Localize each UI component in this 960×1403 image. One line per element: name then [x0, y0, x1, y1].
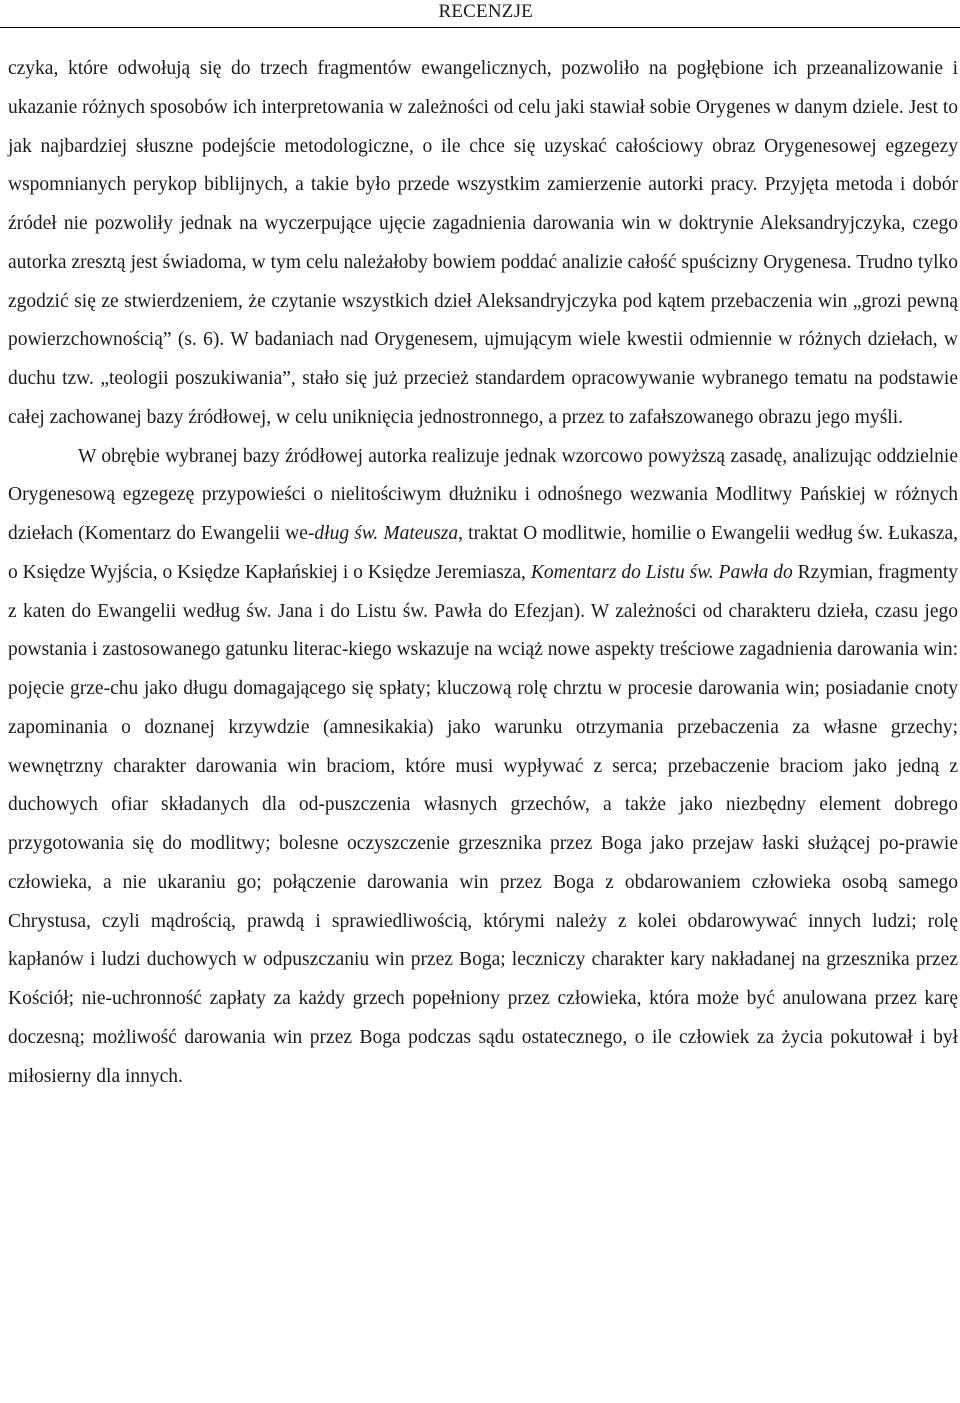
- paragraph-2-italic-title-1: dług św. Mateusza: [314, 523, 459, 544]
- paragraph-2-part-2: , traktat O modlitwie, homilie o Ewangelii według św. Łukasza, o Księdze Wyjścia, o Księdze Kapłańskiej i o Księdze Jeremiasza,: [8, 523, 959, 583]
- header-rule: [0, 27, 960, 28]
- section-header-label: RECENZJE: [438, 1, 533, 22]
- review-body-text: [8, 50, 958, 1096]
- paragraph-2-italic-title-2: Komentarz do Listu św. Pawła do: [530, 561, 793, 583]
- paragraph-1: czyka, które odwołują się do trzech fragmentów ewangelicznych, pozwoliło na pogłębione ich przeanalizowanie i ukazanie różnych sposobów ich interpretowania w zależności od celu jaki stawiał sobie Orygenes w danym dziele. Jest to jak najbardziej słuszne podejście metodologiczne, o ile chce się uzyskać całościowy obraz Orygenesowej egzegezy wspomnianych perykop biblijnych, a takie było przede wszystkim zamierzenie autorki pracy. Przyjęta metoda i dobór źródeł nie pozwoliły jednak na wyczerpujące ujęcie zagadnienia darowania win w doktrynie Aleksandryjczyka, czego autorka zresztą jest świadoma, w tym celu należałoby bowiem poddać analizie całość spuścizny Orygenesa. Trudno tylko zgodzić się ze stwierdzeniem, że czytanie wszystkich dzieł Aleksandryjczyka pod kątem przebaczenia win „grozi pewną powierzchownością” (s. 6). W badaniach nad Orygenesem, ujmującym wiele kwestii odmiennie w różnych dziełach, w duchu tzw. „teologii poszukiwania”, stało się już przecież standardem opracowywanie wybranego tematu na podstawie całej zachowanej bazy źródłowej, w celu uniknięcia jednostronnego, a przez to zafałszowanego obrazu jego myśli.: [8, 58, 958, 428]
- paragraph-2: [8, 438, 958, 1097]
- paragraph-2-part-1: W obrębie wybranej bazy źródłowej autorka realizuje jednak wzorcowo powyższą zasadę, analizując oddzielnie Orygenesową egzegezę przypowieści o nielitościwym dłużniku i odnośnego wezwania Modlitwy Pańskiej w różnych dziełach (Komentarz do Ewangelii we-: [8, 445, 958, 544]
- paragraph-2-part-3: Rzymian, fragmenty z katen do Ewangelii według św. Jana i do Listu św. Pawła do Efezjan). W zależności od charakteru dzieła, czasu jego powstania i zastosowanego gatunku literac-kiego wskazuje na wciąż nowe aspekty treściowe zagadnienia darowania win: pojęcie grze-chu jako długu domagającego się spłaty; kluczową rolę chrztu w procesie darowania win; posiadanie cnoty zapominania o doznanej krzywdzie (amnesikakia) jako warunku otrzymania przebaczenia za własne grzechy; wewnętrzny charakter darowania win braciom, które musi wypływać z serca; przebaczenie braciom jako jedną z duchowych ofiar składanych dla od-puszczenia własnych grzechów, a także jako niezbędny element dobrego przygotowania się do modlitwy; bolesne oczyszczenie grzesznika przez Boga jako przejaw łaski służącej po-prawie człowieka, a nie ukaraniu go; połączenie darowania win przez Boga z obdarowaniem człowieka osobą samego Chrystusa, czyli mądrością, prawdą i sprawiedliwością, którymi należy z kolei obdarowywać innych ludzi; rolę kapłanów i ludzi duchowych w odpuszczaniu win przez Boga; leczniczy charakter kary nakładanej na grzesznika przez Kościół; nie-uchronność zapłaty za każdy grzech popełniony przez człowieka, która może być anulowana przez karę doczesną; możliwość darowania win przez Boga podczas sądu ostatecznego, o ile człowiek za życia pokutował i był miłosierny dla innych.: [8, 561, 958, 1087]
